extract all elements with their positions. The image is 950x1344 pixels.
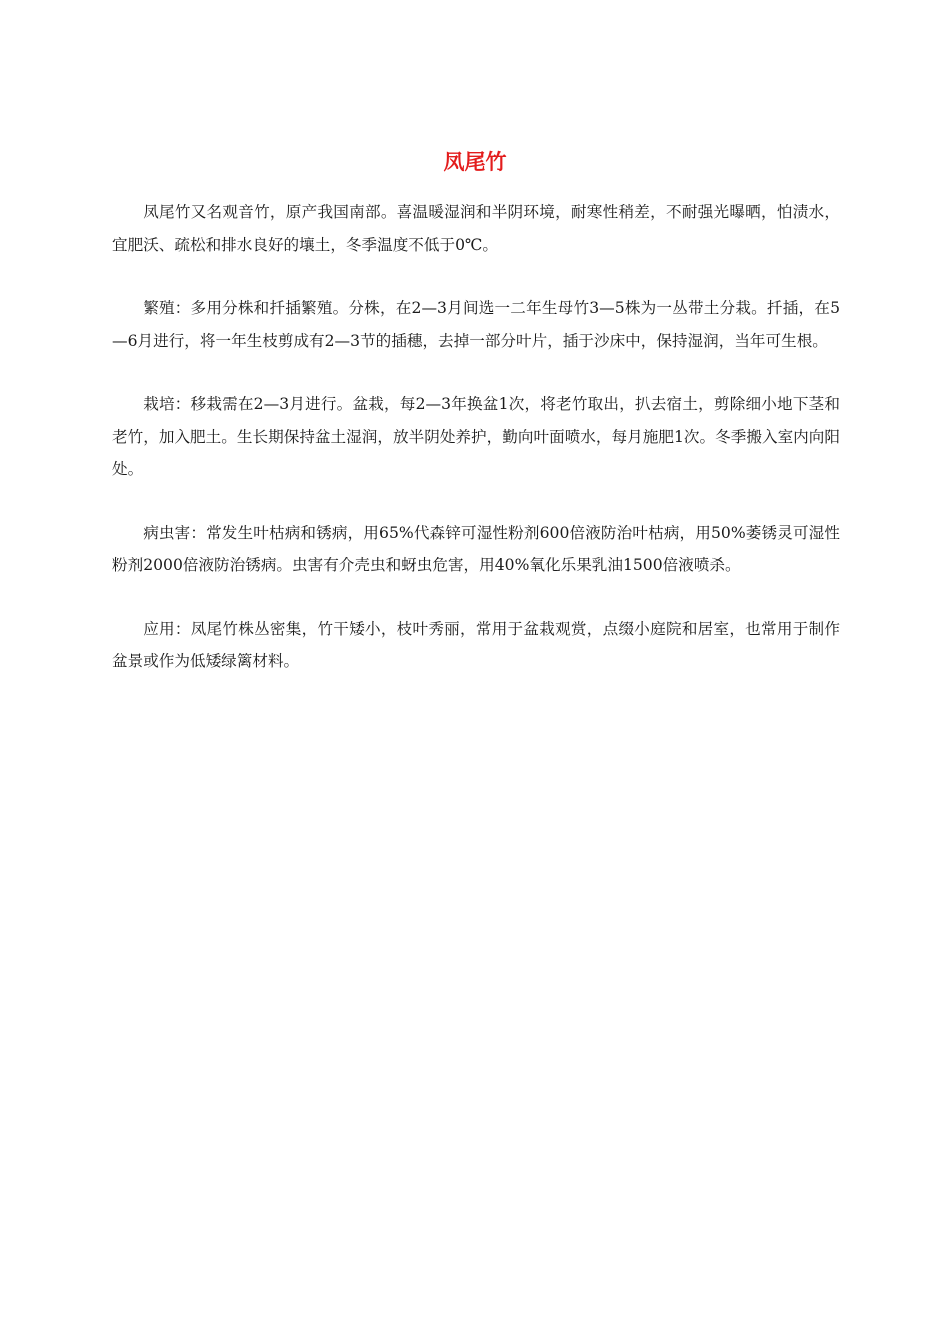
paragraph-propagation: 繁殖：多用分株和扦插繁殖。分株，在2—3月间选一二年生母竹3—5株为一丛带土分栽。扦插，在5—6月进行，将一年生枝剪成有2—3节的插穗，去掉一部分叶片，插于沙床中，保持湿润，当年可生根。 [112, 299, 840, 350]
document-title: 凤尾竹 [443, 150, 507, 174]
document-body [112, 196, 840, 709]
paragraph-cultivation: 栽培：移栽需在2—3月进行。盆栽，每2—3年换盆1次，将老竹取出，扒去宿土，剪除细小地下茎和老竹，加入肥土。生长期保持盆土湿润，放半阴处养护，勤向叶面喷水，每月施肥1次。冬季搬入室内向阳处。 [112, 395, 840, 478]
paragraph-intro: 凤尾竹又名观音竹，原产我国南部。喜温暖湿润和半阴环境，耐寒性稍差，不耐强光曝晒，怕渍水，宜肥沃、疏松和排水良好的壤土，冬季温度不低于0℃。 [112, 203, 840, 254]
paragraph-pests: 病虫害：常发生叶枯病和锈病，用65%代森锌可湿性粉剂600倍液防治叶枯病，用50%萎锈灵可湿性粉剂2000倍液防治锈病。虫害有介壳虫和蚜虫危害，用40%氧化乐果乳油1500倍液喷杀。 [112, 523, 840, 574]
paragraph-applications: 应用：凤尾竹株丛密集，竹干矮小，枝叶秀丽，常用于盆栽观赏，点缀小庭院和居室，也常用于制作盆景或作为低矮绿篱材料。 [112, 619, 840, 670]
